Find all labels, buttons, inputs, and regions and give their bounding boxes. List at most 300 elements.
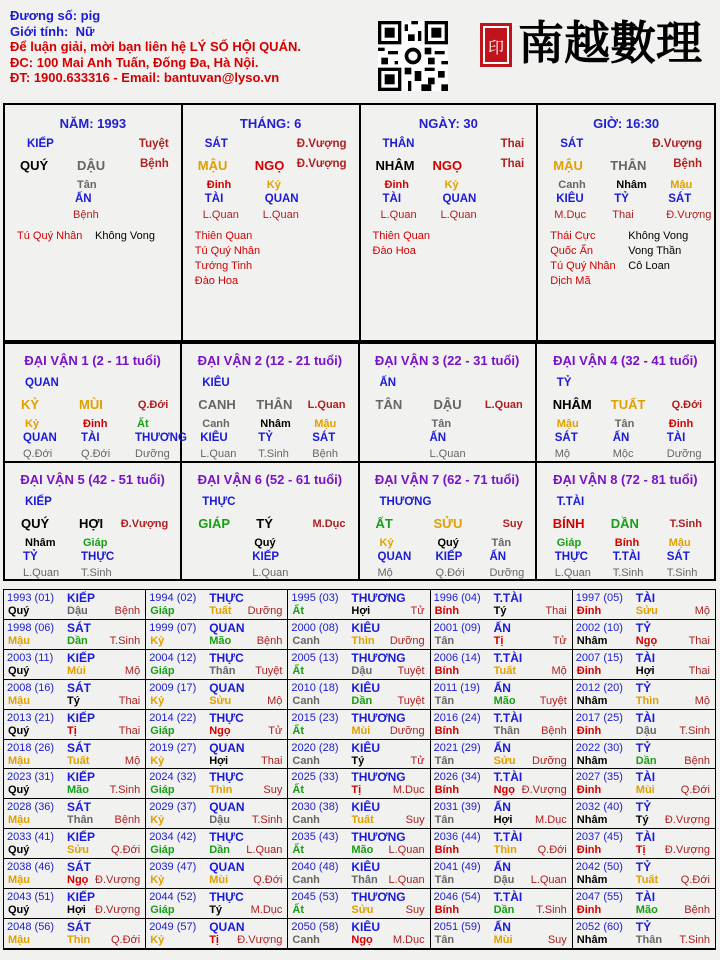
year-can: Ất — [292, 904, 304, 917]
year-chi: Tị — [67, 724, 77, 737]
year-label: 2041 (49) — [433, 861, 481, 874]
hidden-god: KIÊU — [200, 432, 228, 444]
year-god: THƯƠNG — [351, 710, 406, 725]
year-state: Thai — [260, 754, 283, 767]
hidden-god: QUAN — [264, 193, 299, 205]
year-can: Canh — [292, 814, 320, 827]
pillar-can: MẬU — [197, 158, 228, 173]
hidden-state: L.Quan — [440, 209, 477, 221]
year-god: KIẾP — [67, 591, 96, 605]
pillar-state2: Thai — [500, 158, 525, 170]
year-god: TÀI — [635, 890, 656, 905]
year-god: TỶ — [635, 740, 652, 755]
year-cell — [146, 919, 288, 949]
year-chi: Thân — [67, 814, 94, 827]
year-god: ẤN — [493, 740, 511, 755]
year-cell — [4, 590, 146, 620]
hidden-can: Giáp — [556, 536, 582, 549]
hidden-god: KIẾP — [252, 550, 280, 563]
year-can: Ất — [292, 664, 304, 677]
year-label: 1998 (06) — [7, 621, 55, 634]
year-cell — [573, 919, 715, 949]
year-label: 2032 (40) — [575, 801, 623, 814]
year-state: Thai — [688, 664, 710, 677]
year-state: L.Quan — [388, 844, 425, 857]
year-cell — [146, 710, 288, 740]
year-can: Kỷ — [150, 874, 165, 887]
year-state: Mộ — [551, 664, 567, 677]
year-label: 2011 (19) — [433, 681, 480, 694]
dai-van-state: L.Quan — [307, 399, 346, 411]
year-cell — [573, 829, 715, 859]
year-state: M.Dục — [535, 814, 567, 827]
hidden-state: Mộc — [612, 448, 634, 460]
year-chi: Hợi — [635, 664, 655, 677]
year-can: Quý — [8, 724, 30, 737]
year-chi: Mùi — [351, 724, 371, 737]
year-can: Tân — [434, 814, 455, 827]
year-chi: Mùi — [635, 784, 655, 797]
pillar-chi: NGỌ — [432, 158, 463, 173]
year-cell — [4, 859, 146, 889]
year-state: Suy — [405, 814, 425, 827]
dai-van-chi: MÙI — [79, 397, 103, 412]
year-state: Dưỡng — [532, 754, 567, 767]
star-left: Thiên Quan — [194, 230, 253, 242]
dai-van-title: ĐẠI VẬN 7 (62 - 71 tuổi) — [374, 471, 520, 487]
year-label: 2029 (37) — [149, 801, 197, 814]
year-label: 2014 (22) — [149, 711, 197, 724]
star-left: Tướng Tinh — [194, 260, 253, 272]
year-state: M.Dục — [392, 784, 425, 797]
dai-van-cell — [360, 342, 537, 461]
year-state: Tử — [410, 754, 425, 767]
year-can: Mậu — [8, 754, 30, 767]
year-label: 2013 (21) — [7, 711, 55, 724]
year-can: Đinh — [576, 605, 602, 617]
owner-value: pig — [80, 8, 101, 23]
year-state: Bệnh — [114, 814, 141, 827]
year-cell — [573, 650, 715, 680]
year-cell — [146, 829, 288, 859]
pillar-title: THÁNG: 6 — [239, 116, 302, 131]
year-state: Đ.Vượng — [237, 934, 283, 947]
year-can: Ất — [292, 724, 304, 737]
year-label: 2000 (08) — [291, 621, 339, 634]
hidden-state: M.Dục — [554, 209, 587, 221]
year-can: Ất — [292, 605, 304, 617]
year-state: Bệnh — [684, 904, 710, 917]
hidden-state: L.Quan — [380, 209, 417, 221]
hidden-state: Q.Đới — [23, 448, 53, 460]
year-cell — [288, 859, 430, 889]
year-god: ẤN — [493, 860, 511, 875]
year-label: 1995 (03) — [291, 592, 339, 604]
year-label: 2008 (16) — [7, 681, 55, 694]
dai-van-title: ĐẠI VẬN 5 (42 - 51 tuổi) — [20, 471, 165, 487]
dai-van-chi: TÝ — [256, 515, 273, 531]
dai-van-state: M.Dục — [312, 517, 346, 530]
owner-label: Đương số: — [10, 8, 78, 23]
year-cell — [573, 740, 715, 770]
star-left: Đào Hoa — [372, 245, 416, 257]
year-cell — [431, 859, 573, 889]
hidden-can: Đinh — [668, 418, 694, 430]
hidden-can: Mậu — [314, 418, 337, 430]
hidden-god: QUAN — [442, 193, 477, 205]
year-label: 2006 (14) — [433, 651, 481, 664]
year-label: 1999 (07) — [149, 621, 197, 634]
year-god: QUAN — [209, 920, 245, 935]
year-god: KIÊU — [351, 740, 381, 755]
year-chi: Tuất — [67, 754, 90, 767]
year-god: SÁT — [67, 680, 91, 695]
year-chi: Ngọ — [635, 634, 658, 647]
year-cell — [288, 769, 430, 799]
dai-van-state: Đ.Vượng — [120, 517, 169, 530]
year-can: Bính — [434, 844, 460, 857]
year-label: 2045 (53) — [291, 891, 339, 904]
year-cell — [431, 710, 573, 740]
year-label: 2003 (11) — [7, 651, 54, 664]
year-god: THỰC — [209, 890, 244, 905]
year-can: Mậu — [8, 634, 30, 647]
year-god: KIÊU — [351, 680, 381, 695]
hidden-state: Bệnh — [73, 209, 99, 221]
year-god: T.TÀI — [493, 710, 523, 725]
year-god: SÁT — [67, 920, 91, 935]
year-state: T.Sinh — [679, 724, 710, 737]
year-state: Thai — [545, 605, 567, 617]
year-label: 2001 (09) — [433, 621, 481, 634]
year-label: 2022 (30) — [575, 741, 623, 754]
year-can: Canh — [292, 754, 320, 767]
year-can: Giáp — [150, 784, 175, 797]
brand-logo — [478, 11, 708, 73]
year-cell — [288, 710, 430, 740]
year-god: QUAN — [209, 860, 245, 875]
year-label: 2010 (18) — [291, 681, 339, 694]
year-god: T.TÀI — [493, 770, 523, 785]
pillar-cell — [183, 105, 361, 340]
year-label: 2024 (32) — [149, 771, 197, 784]
year-can: Nhâm — [576, 934, 608, 947]
hidden-can: Bính — [614, 536, 640, 549]
hidden-god: T.TÀI — [612, 550, 641, 563]
year-can: Bính — [434, 904, 460, 917]
year-can: Tân — [434, 694, 455, 707]
year-cell — [146, 769, 288, 799]
year-state: Q.Đới — [680, 784, 710, 797]
pillar-can: QUÝ — [20, 158, 49, 173]
pillar-title: NĂM: 1993 — [59, 116, 127, 131]
year-state: Bệnh — [684, 754, 710, 767]
year-can: Nhâm — [576, 634, 608, 647]
year-state: T.Sinh — [251, 814, 283, 827]
year-can: Kỷ — [150, 694, 165, 707]
dai-van-title: ĐẠI VẬN 8 (72 - 81 tuổi) — [553, 471, 698, 487]
year-state: Mộ — [267, 694, 283, 707]
year-chi: Tý — [209, 904, 223, 917]
hidden-state: Bệnh — [312, 448, 338, 460]
year-state: Q.Đới — [110, 844, 141, 857]
hidden-god: SÁT — [668, 193, 692, 205]
hidden-state: Dưỡng — [489, 566, 525, 579]
year-label: 2002 (10) — [575, 621, 623, 634]
year-label: 2051 (59) — [433, 921, 481, 934]
year-god: TỶ — [635, 800, 652, 815]
year-god: THƯƠNG — [351, 770, 406, 785]
year-chi: Mão — [209, 634, 232, 647]
year-can: Ất — [292, 784, 304, 797]
year-god: TỶ — [635, 620, 652, 635]
four-pillars-table — [3, 103, 716, 342]
dai-van-state: Q.Đới — [137, 399, 169, 411]
year-can: Canh — [292, 934, 320, 947]
year-can: Kỷ — [150, 934, 165, 947]
year-god: KIÊU — [351, 920, 381, 935]
year-cell — [288, 919, 430, 949]
dai-van-cell — [182, 461, 359, 580]
hidden-can: Ất — [137, 418, 149, 430]
dai-van-title: ĐẠI VẬN 2 (12 - 21 tuổi) — [197, 353, 343, 368]
year-god: THƯƠNG — [351, 650, 406, 665]
year-can: Nhâm — [576, 694, 608, 707]
year-can: Tân — [434, 634, 455, 647]
year-label: 2026 (34) — [433, 771, 481, 784]
star-right: Vong Thần — [628, 245, 682, 257]
year-state: Suy — [405, 904, 425, 917]
year-can: Quý — [8, 664, 30, 677]
hidden-god: TỶ — [614, 193, 629, 205]
hidden-can: Nhâm — [616, 179, 647, 191]
year-chi: Mão — [635, 904, 658, 917]
year-chi: Hợi — [493, 814, 513, 827]
year-chi: Tý — [351, 754, 365, 767]
logo-text: 南越數理 — [518, 16, 702, 70]
year-cell — [431, 590, 573, 620]
dai-van-can: CANH — [198, 397, 236, 412]
year-god: KIẾP — [67, 770, 96, 785]
year-chi: Tuất — [351, 814, 374, 827]
year-chi: Hợi — [209, 754, 229, 767]
hidden-state: Đ.Vượng — [666, 209, 712, 221]
year-can: Bính — [434, 724, 460, 737]
year-state: Đ.Vượng — [95, 874, 141, 887]
year-god: KIÊU — [351, 800, 381, 815]
year-chi: Thân — [635, 934, 663, 947]
pillar-cell — [538, 105, 714, 340]
year-god: ẤN — [493, 920, 511, 935]
hidden-can: Tân — [77, 179, 97, 191]
year-chi: Sửu — [493, 754, 516, 767]
dai-van-chi: HỢI — [79, 515, 104, 531]
dai-van-can: ẤT — [375, 515, 393, 531]
hidden-god: TÀI — [382, 193, 402, 205]
hidden-can: Tân — [431, 418, 452, 430]
year-can: Mậu — [8, 874, 30, 887]
year-state: T.Sinh — [109, 634, 141, 647]
year-chi: Tị — [351, 784, 362, 797]
year-can: Canh — [292, 694, 320, 707]
year-state: Q.Đới — [537, 844, 567, 857]
year-god: ẤN — [493, 620, 511, 635]
hidden-state: T.Sinh — [81, 566, 112, 579]
year-state: M.Dục — [250, 904, 283, 917]
dai-van-god: T.TÀI — [556, 495, 585, 508]
year-chi: Mão — [351, 844, 374, 857]
dai-van-can: GIÁP — [198, 515, 231, 531]
year-chi: Tý — [67, 694, 80, 707]
year-chi: Dậu — [635, 724, 657, 737]
year-label: 2027 (35) — [575, 771, 623, 784]
year-god: TÀI — [635, 770, 656, 785]
pillar-god: SÁT — [204, 138, 228, 150]
pillar-state: Tuyệt — [138, 138, 169, 150]
year-can: Ất — [292, 844, 304, 857]
year-chi: Dần — [209, 844, 230, 857]
hidden-can: Kỷ — [266, 179, 281, 191]
year-label: 2044 (52) — [149, 891, 197, 904]
year-god: T.TÀI — [493, 890, 523, 905]
year-state: Dưỡng — [389, 634, 425, 647]
year-label: 2040 (48) — [291, 861, 339, 874]
year-label: 2023 (31) — [7, 771, 55, 784]
year-chi: Tuất — [209, 605, 232, 617]
year-god: QUAN — [209, 800, 245, 815]
year-cell — [146, 650, 288, 680]
year-cell — [573, 799, 715, 829]
year-chi: Tuất — [635, 874, 659, 887]
star-left: Thái Cực — [550, 230, 596, 242]
qr-code-icon — [378, 21, 448, 91]
year-label: 2012 (20) — [575, 681, 623, 694]
dai-van-state: Suy — [502, 517, 523, 530]
hidden-can: Mậu — [670, 179, 693, 191]
year-cell — [4, 620, 146, 650]
year-can: Đinh — [576, 664, 602, 677]
year-cell — [431, 799, 573, 829]
year-chi: Tị — [209, 934, 219, 947]
pillar-state2: Bệnh — [140, 158, 169, 170]
year-state: T.Sinh — [679, 934, 710, 947]
year-can: Kỷ — [150, 754, 165, 767]
hidden-god: TỶ — [23, 550, 38, 563]
year-can: Nhâm — [576, 754, 608, 767]
dai-van-title: ĐẠI VẬN 1 (2 - 11 tuổi) — [24, 353, 161, 368]
year-cell — [4, 799, 146, 829]
year-chi: Tý — [635, 814, 649, 827]
hidden-can: Đinh — [83, 418, 108, 430]
hidden-state: Thai — [612, 209, 634, 221]
hidden-god: ẤN — [489, 550, 507, 563]
year-state: Q.Đới — [253, 874, 283, 887]
year-cell — [431, 650, 573, 680]
dai-van-can: NHÂM — [552, 397, 592, 412]
year-chi: Dần — [351, 694, 373, 707]
year-god: T.TÀI — [493, 650, 523, 665]
contact-address: ĐC: 100 Mai Anh Tuấn, Đống Đa, Hà Nội. — [10, 54, 259, 70]
year-god: KIẾP — [67, 890, 96, 905]
gender-label: Giới tính: — [10, 23, 69, 39]
year-cell — [288, 590, 430, 620]
year-label: 2033 (41) — [7, 831, 55, 844]
year-chi: Sửu — [635, 605, 658, 617]
year-cell — [288, 799, 430, 829]
year-chi: Hợi — [351, 605, 371, 617]
dai-van-table — [3, 342, 716, 581]
star-left: Thiên Quan — [372, 230, 430, 242]
year-can: Kỷ — [150, 814, 165, 827]
year-god: THỰC — [209, 830, 244, 845]
dai-van-chi: TUẤT — [610, 397, 646, 412]
hidden-state: Dưỡng — [135, 448, 170, 460]
year-cell — [573, 889, 715, 919]
pillar-can: NHÂM — [375, 158, 415, 173]
year-label: 2007 (15) — [575, 651, 623, 664]
year-label: 2046 (54) — [433, 891, 481, 904]
year-god: TÀI — [635, 830, 656, 845]
hidden-state: L.Quan — [262, 209, 299, 221]
hidden-god: QUAN — [23, 432, 57, 444]
contact-phone-email: ĐT: 1900.633316 - Email: bantuvan@lyso.vn — [10, 70, 280, 85]
dai-van-state: Q.Đới — [671, 399, 702, 411]
year-can: Nhâm — [576, 814, 608, 827]
hidden-state: L.Quan — [23, 566, 60, 579]
year-chi: Tý — [493, 605, 507, 617]
year-label: 2015 (23) — [291, 711, 339, 724]
year-state: L.Quan — [530, 874, 567, 887]
hidden-can: Đinh — [384, 179, 409, 191]
year-state: Bệnh — [256, 634, 283, 647]
year-label: 2048 (56) — [7, 921, 55, 934]
year-chi: Mùi — [67, 664, 86, 677]
year-label: 2038 (46) — [7, 861, 55, 874]
dai-van-can: TÂN — [375, 397, 403, 412]
year-label: 2049 (57) — [149, 921, 197, 934]
year-can: Đinh — [576, 784, 602, 797]
year-label: 2035 (43) — [291, 831, 339, 844]
hidden-can: Quý — [437, 536, 459, 549]
year-god: QUAN — [209, 620, 245, 635]
year-state: Tử — [410, 605, 425, 617]
star-left: Tú Quý Nhân — [17, 230, 83, 242]
hidden-can: Đinh — [206, 179, 232, 191]
year-label: 2031 (39) — [433, 801, 481, 814]
hidden-can: Kỷ — [444, 179, 459, 191]
hidden-state: T.Sinh — [612, 566, 644, 579]
year-chi: Ngọ — [209, 724, 231, 737]
year-chi: Dần — [493, 904, 515, 917]
year-chi: Tị — [635, 844, 646, 857]
year-chi: Sửu — [351, 904, 374, 917]
hidden-can: Mậu — [556, 418, 579, 430]
year-cell — [431, 889, 573, 919]
hidden-can: Canh — [558, 179, 586, 191]
year-can: Quý — [8, 904, 30, 917]
dai-van-god: QUAN — [25, 377, 59, 389]
year-can: Giáp — [150, 844, 175, 857]
dai-van-chi: SỬU — [433, 515, 463, 531]
year-cell — [431, 769, 573, 799]
hidden-god: TỶ — [258, 432, 273, 444]
year-chi: Mão — [67, 784, 89, 797]
year-cell — [4, 919, 146, 949]
year-state: Đ.Vượng — [664, 814, 710, 827]
year-chi: Thân — [351, 874, 378, 887]
year-cell — [4, 829, 146, 859]
year-chi: Mùi — [209, 874, 229, 887]
